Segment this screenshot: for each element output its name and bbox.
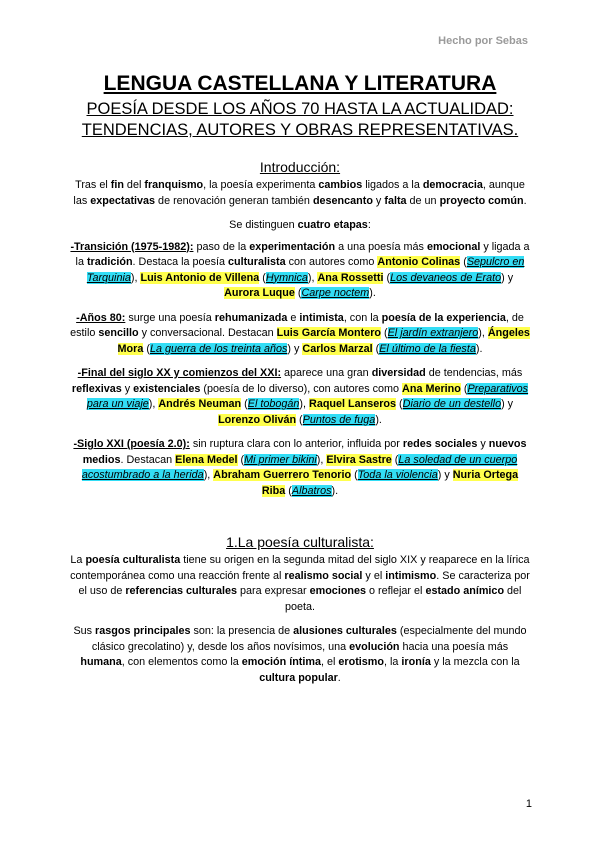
author-name: Elvira Sastre	[326, 453, 392, 466]
work-title: Toda la violencia	[357, 469, 438, 481]
stage-label: -Años 80:	[76, 311, 126, 324]
section-paragraph: Sus rasgos principales son: la presencia de alusiones culturales (especialmente del mundo clásico grecolatino) y, desde los años novísimos, una evolución hacia una poesía más humana, con elementos como la emoción íntima, el erotismo, la ironía y la mezcla con la cultura popular.	[73, 625, 527, 684]
author-credit: Hecho por Sebas	[438, 35, 528, 47]
work-title: Puntos de fuga	[302, 413, 376, 426]
author-name: Luis García Montero	[276, 327, 381, 339]
page-subtitle: POESÍA DESDE LOS AÑOS 70 HASTA LA ACTUALIDAD: TENDENCIAS, AUTORES Y OBRAS REPRESENTATIVAS.	[81, 100, 519, 139]
work-title: La soledad de un cuerpo acostumbrado a la herida	[81, 453, 518, 481]
author-name: Aurora Luque	[224, 287, 295, 299]
author-name: Nuria Ortega Riba	[261, 469, 519, 497]
work-title: El jardín extranjero	[387, 327, 479, 339]
work-title: El tobogán	[247, 398, 300, 410]
work-title: Los devaneos de Erato	[390, 271, 502, 284]
stage-siglo-xxi: -Siglo XXI (poesía 2.0): sin ruptura clara con lo anterior, influida por redes sociales y nuevos medios. Destacan Elena Medel (Mi primer bikini), Elvira Sastre (La soledad de un cuerpo acostumbrado a la herida), Abraham Guerrero Tenorio (Toda la violencia) y Nuria Ortega Riba (Albatros).	[73, 438, 527, 497]
author-name: Ana Rossetti	[317, 271, 384, 284]
author-name: Abraham Guerrero Tenorio	[213, 469, 352, 481]
title-block	[0, 72, 600, 141]
work-title: Preparativos para un viaje	[86, 382, 529, 410]
work-title: Hymnica	[265, 271, 308, 284]
author-name: Luis Antonio de Villena	[140, 271, 260, 284]
work-title: Sepulcro en Tarquinia	[86, 256, 525, 284]
stage-anos-80: -Años 80: surge una poesía rehumanizada e intimista, con la poesía de la experiencia, de estilo sencillo y conversacional. Destacan Luis García Montero (El jardín extranjero), Ángeles Mora (La guerra de los treinta años) y Carlos Marzal (El último de la fiesta).	[70, 311, 530, 355]
work-title: La guerra de los treinta años	[149, 342, 288, 355]
page-title: LENGUA CASTELLANA Y LITERATURA	[103, 72, 497, 95]
work-title: Carpe noctem	[301, 287, 370, 299]
stage-label: -Siglo XXI (poesía 2.0):	[73, 438, 190, 450]
intro-paragraph: Tras el fin del franquismo, la poesía experimenta cambios ligados a la democracia, aunque las expectativas de renovación generan también desencanto y falta de un proyecto común.	[73, 179, 527, 207]
stages-intro: Se distinguen cuatro etapas:	[229, 219, 371, 231]
author-name: Andrés Neuman	[158, 398, 242, 410]
document-body	[70, 158, 530, 695]
intro-heading: Introducción:	[259, 159, 341, 175]
author-name: Elena Medel	[175, 453, 238, 466]
author-name: Ángeles Mora	[117, 327, 530, 355]
author-name: Ana Merino	[402, 382, 461, 395]
work-title: Albatros	[291, 484, 332, 497]
stage-fin-siglo: -Final del siglo XX y comienzos del XXI: aparece una gran diversidad de tendencias, más reflexivas y existenciales (poesía de lo diverso), con autores como Ana Merino (Preparativos para un viaje), Andrés Neuman (El tobogán), Raquel Lanseros (Diario de un destello) y Lorenzo Oliván (Puntos de fuga).	[71, 367, 529, 426]
work-title: Diario de un destello	[402, 398, 502, 410]
work-title: El último de la fiesta	[379, 342, 476, 355]
section-heading: 1.La poesía culturalista:	[226, 534, 374, 550]
work-title: Mi primer bikini	[244, 453, 317, 466]
author-name: Carlos Marzal	[302, 342, 373, 355]
stage-label: -Final del siglo XX y comienzos del XXI:	[77, 367, 282, 379]
stage-label: -Transición (1975-1982):	[70, 240, 194, 253]
author-name: Antonio Colinas	[377, 256, 461, 268]
section-paragraph: La poesía culturalista tiene su origen en la segunda mitad del siglo XIX y reaparece en la lírica contemporánea como una reacción frente al realismo social y el intimismo. Se caracteriza por el uso de referencias culturales para expresar emociones o reflejar el estado anímico del poeta.	[70, 554, 530, 613]
page-number: 1	[525, 798, 532, 810]
author-name: Lorenzo Oliván	[218, 413, 297, 426]
author-name: Raquel Lanseros	[309, 398, 397, 410]
stage-transicion: -Transición (1975-1982): paso de la experimentación a una poesía más emocional y ligada a la tradición. Destaca la poesía culturalista con autores como Antonio Colinas (Sepulcro en Tarquinia), Luis Antonio de Villena (Hymnica), Ana Rossetti (Los devaneos de Erato) y Aurora Luque (Carpe noctem).	[70, 240, 530, 299]
